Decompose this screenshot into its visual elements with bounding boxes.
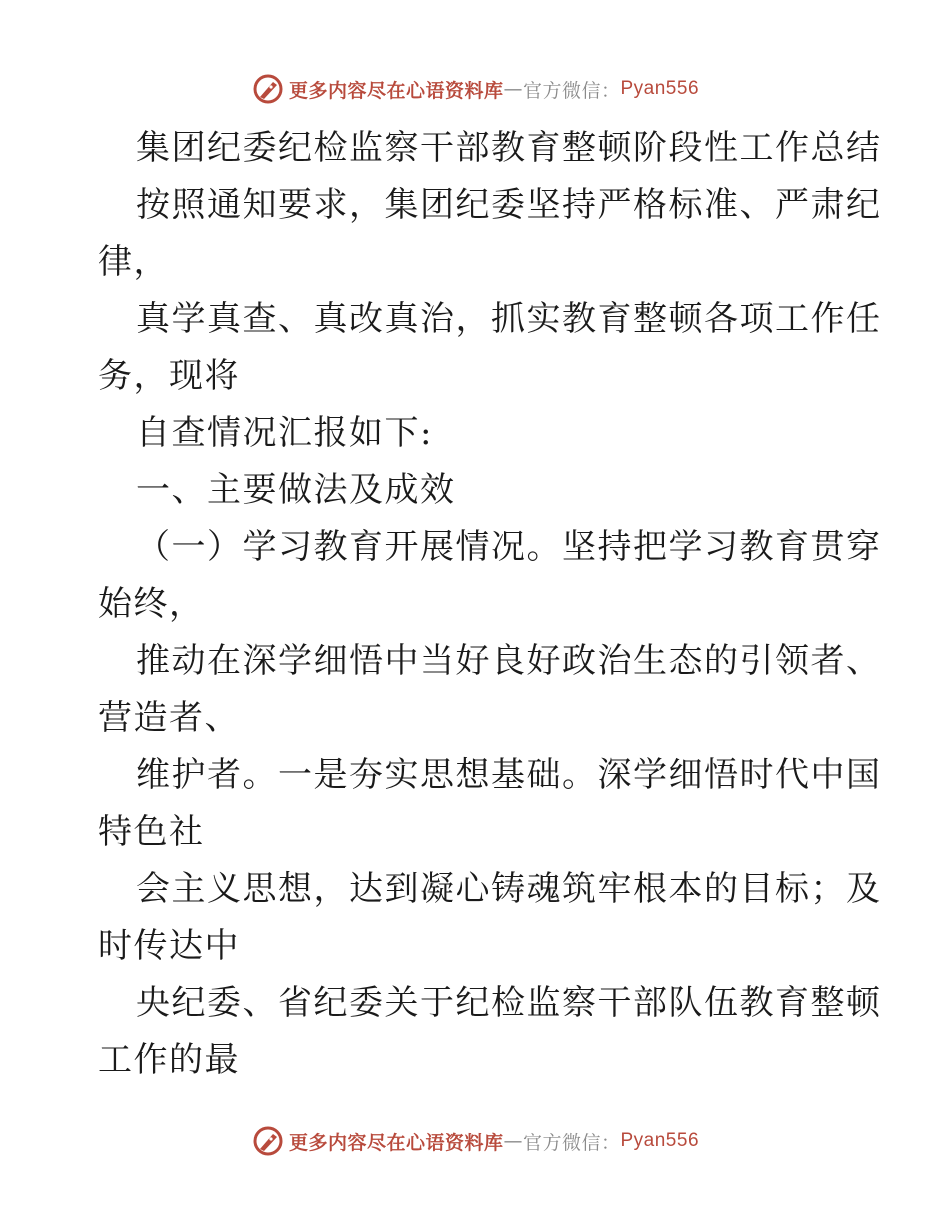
doc-line: 央纪委、省纪委关于纪检监察干部队伍教育整顿 — [136, 983, 882, 1023]
doc-title: 集团纪委纪检监察干部教育整顿阶段性工作总结 — [136, 128, 882, 168]
pen-nib-circle-icon — [251, 72, 285, 106]
doc-line: 维护者。一是夯实思想基础。深学细悟时代中国 — [136, 755, 882, 795]
doc-line: 推动在深学细悟中当好良好政治生态的引领者、 — [136, 641, 882, 681]
doc-line: 按照通知要求，集团纪委坚持严格标准、严肃纪 — [136, 185, 882, 225]
doc-line: 始终， — [98, 584, 205, 624]
header-watermark — [0, 72, 950, 106]
doc-line: （一）学习教育开展情况。坚持把学习教育贯穿 — [136, 527, 882, 567]
section-heading: 一、主要做法及成效 — [136, 470, 456, 510]
doc-line: 会主义思想，达到凝心铸魂筑牢根本的目标；及 — [136, 869, 882, 909]
doc-line: 特色社 — [98, 812, 205, 852]
watermark-dash: — — [503, 1130, 523, 1152]
doc-line: 营造者、 — [98, 698, 240, 738]
pen-nib-circle-icon — [251, 1124, 285, 1158]
watermark-dash: — — [503, 78, 523, 100]
doc-line: 时传达中 — [98, 926, 240, 966]
doc-line: 律， — [98, 242, 169, 282]
doc-line: 真学真查、真改真治，抓实教育整顿各项工作任 — [136, 299, 882, 339]
doc-line: 工作的最 — [98, 1040, 240, 1080]
watermark-official-label: 官方微信： — [522, 1131, 621, 1154]
doc-line: 自查情况汇报如下: — [136, 413, 433, 453]
footer-watermark — [0, 1124, 950, 1158]
watermark-text: 更多内容尽在心语资料库 — [288, 79, 504, 102]
watermark-wechat-id: Pyan556 — [620, 1130, 700, 1151]
watermark-text: 更多内容尽在心语资料库 — [288, 1131, 504, 1154]
doc-line: 务，现将 — [98, 356, 240, 396]
document-body — [98, 120, 882, 1089]
watermark-wechat-id: Pyan556 — [620, 78, 700, 99]
watermark-official-label: 官方微信： — [522, 79, 621, 102]
